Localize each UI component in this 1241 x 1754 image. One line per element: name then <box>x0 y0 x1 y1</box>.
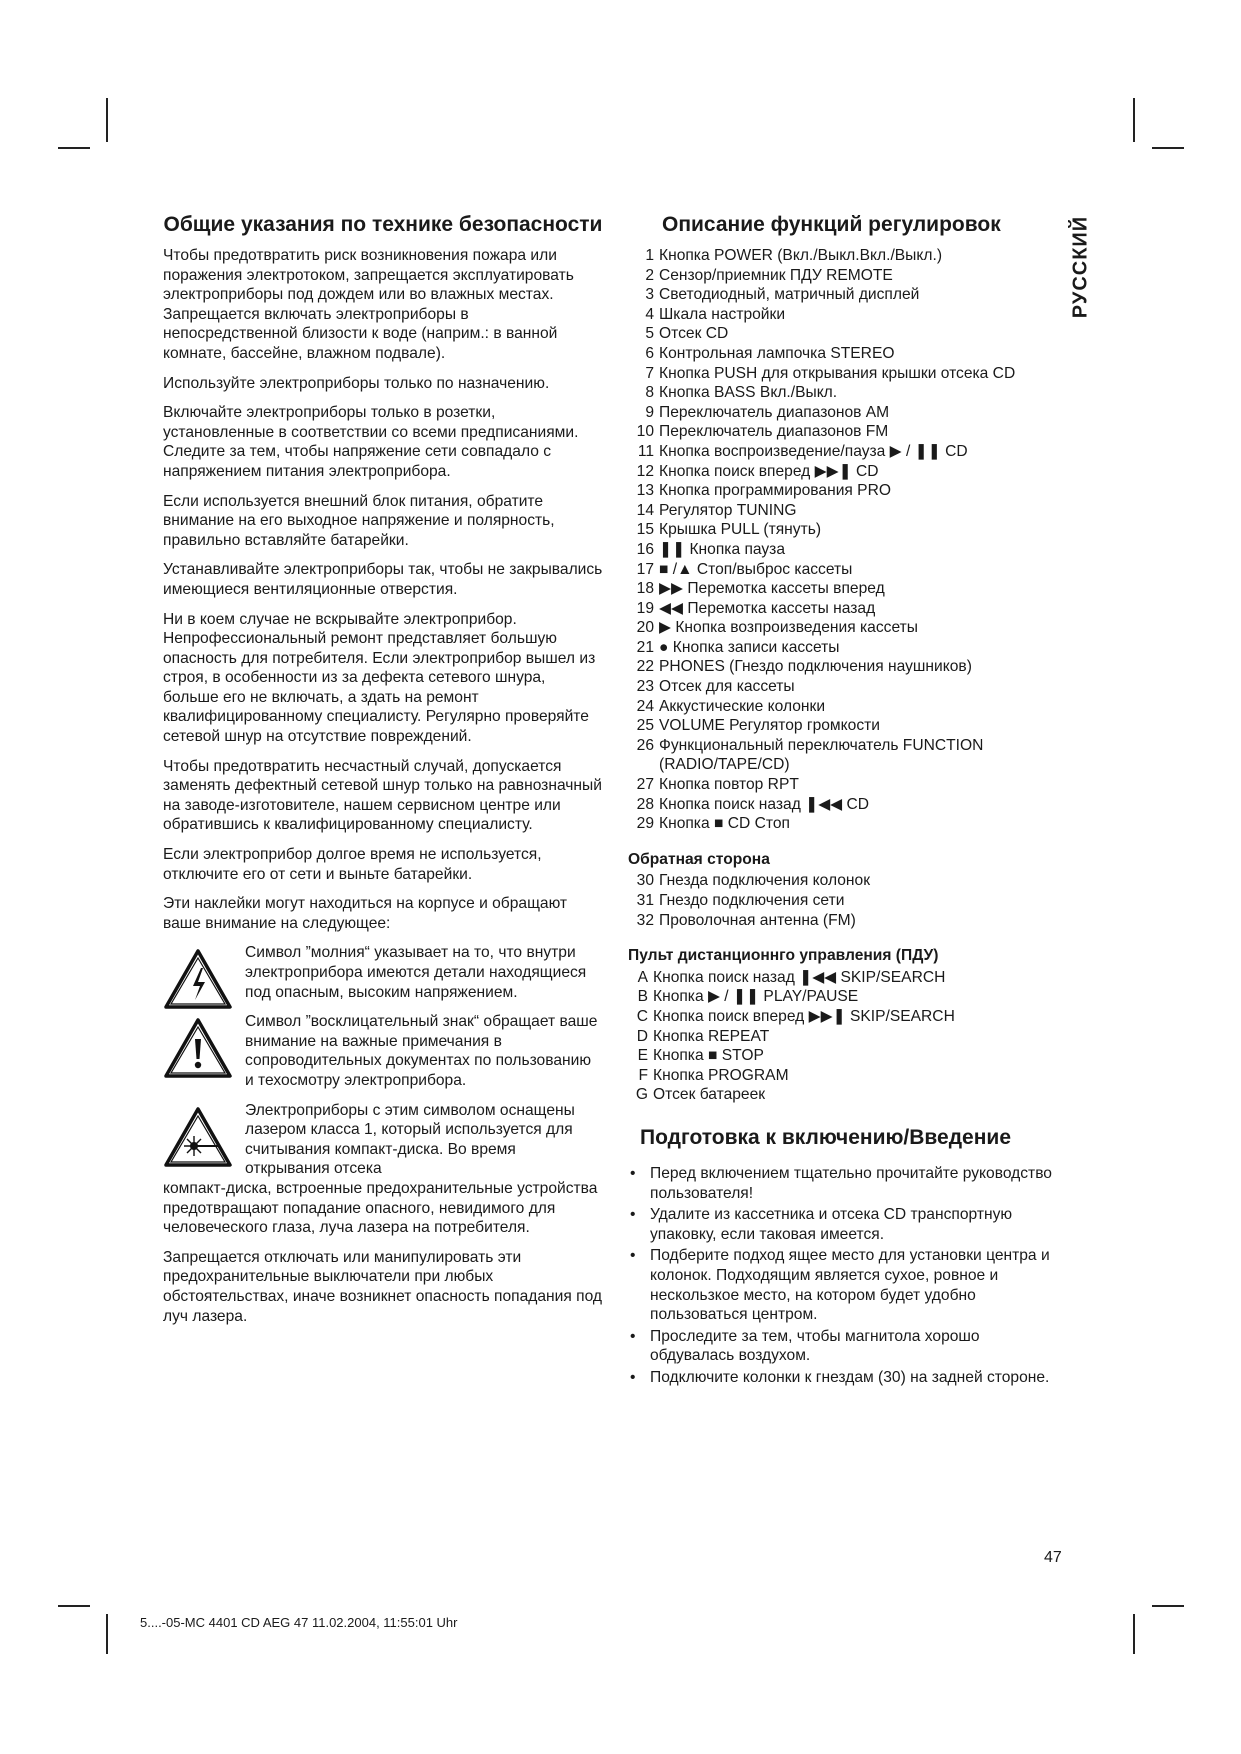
control-item: 12 Кнопка поиск вперед ▶▶❚ CD <box>636 462 879 480</box>
crop-mark <box>1133 98 1135 142</box>
print-footer: 5....-05-MC 4401 CD AEG 47 11.02.2004, 11:55:01 Uhr <box>140 1615 458 1630</box>
back-side-title: Обратная сторона <box>628 850 770 868</box>
crop-mark <box>1152 1605 1184 1607</box>
crop-mark <box>58 147 90 149</box>
control-item: 19 ◀◀ Перемотка кассеты назад <box>636 599 876 617</box>
preparation-item: • Перед включением тщательно прочитайте руководство пользователя! <box>628 1164 1068 1203</box>
remote-title: Пульт дистанционнго управления (ПДУ) <box>628 947 939 965</box>
safety-paragraph: Устанавливайте электроприборы так, чтобы не закрывались имеющиеся вентиляционные отверстия. <box>163 561 603 598</box>
preparation-list <box>628 1164 1068 1388</box>
safety-paragraph: Чтобы предотвратить несчастный случай, допускается заменять дефектный сетевой шнур только на равнозначный на заводе-изготовителе, нашем сервисном центре или обратившись к квалифицированному специалисту. <box>163 757 602 834</box>
safety-final-paragraph: Запрещается отключать или манипулировать эти предохранительные выключатели при любых обстоятельствах, иначе возникнет опасность попадания под луч лазера. <box>163 1248 602 1325</box>
symbol-lightning-text: Символ ”молния“ указывает на то, что внутри электроприбора имеются детали находящиеся под опасным, высоким напряжением. <box>245 944 587 1001</box>
control-item: 21 ● Кнопка записи кассеты <box>636 638 840 656</box>
control-item: 20 ▶ Кнопка возпроизведения кассеты <box>636 619 918 637</box>
laser-warning-icon <box>163 1106 233 1168</box>
preparation-item: • Подключите колонки к гнездам (30) на задней стороне. <box>628 1368 1068 1388</box>
preparation-item: • Подберите подход ящее место для установки центра и колонок. Подходящим является сухое, ровное и нескользкое место, на котором будет удобно пользоваться центром. <box>628 1246 1068 1324</box>
crop-mark <box>106 98 108 142</box>
control-item: 3 Светодиодный, матричный дисплей <box>645 286 920 304</box>
exclamation-warning-icon <box>163 1017 233 1079</box>
remote-item: D Кнопка REPEAT <box>636 1027 770 1045</box>
back-item: 32 Проволочная антенна (FM) <box>636 911 856 929</box>
symbol-exclamation-text: Символ ”восклицательный знак“ обращает ваше внимание на важные примечания в сопроводительных документах по пользованию и техосмотру электроприбора. <box>245 1013 598 1089</box>
symbol-laser-text: Электроприборы с этим символом оснащены лазером класса 1, который используется для считывания компакт-диска. Во время открывания отсека <box>245 1101 575 1178</box>
control-item: 23 Отсек для кассеты <box>636 678 795 696</box>
safety-paragraph: Если используется внешний блок питания, обратите внимание на его выходное напряжение и полярность, правильно вставляйте батарейки. <box>163 492 555 549</box>
symbol-laser-block <box>163 1101 603 1238</box>
control-item: 18 ▶▶ Перемотка кассеты вперед <box>636 580 885 598</box>
back-item: 30 Гнезда подключения колонок <box>636 872 871 890</box>
preparation-title: Подготовка к включению/Введение <box>640 1125 1012 1149</box>
back-side-list <box>628 871 1068 930</box>
symbol-lightning-block <box>163 943 603 1002</box>
language-tab <box>1066 212 1096 322</box>
back-item: 31 Гнездо подключения сети <box>636 892 845 909</box>
control-item: 2 Сензор/приемник ПДУ REMOTE <box>645 266 893 284</box>
preparation-item: • Проследите за тем, чтобы магнитола хорошо обдувалась воздухом. <box>628 1327 1068 1366</box>
control-item: 17 ■ /▲ Стоп/выброс кассеты <box>636 560 853 578</box>
control-item: 14 Регулятор TUNING <box>636 501 797 519</box>
controls-column <box>628 212 1068 1389</box>
control-item: 4 Шкала настройки <box>645 305 786 323</box>
control-item: 29 Кнопка ■ CD Стоп <box>636 815 790 833</box>
crop-mark <box>106 1614 108 1654</box>
remote-item: E Кнопка ■ STOP <box>637 1047 764 1065</box>
remote-list <box>628 968 1068 1105</box>
control-item: 6 Контрольная лампочка STEREO <box>645 344 895 362</box>
preparation-item: • Удалите из кассетника и отсека CD транспортную упаковку, если таковая имеется. <box>628 1205 1068 1244</box>
remote-item: A Кнопка поиск назад ❚◀◀ SKIP/SEARCH <box>637 968 946 986</box>
crop-mark <box>58 1605 90 1607</box>
remote-item: G Отсек батареек <box>635 1086 766 1104</box>
safety-title: Общие указания по технике безопасности <box>163 213 603 236</box>
control-item: 13 Кнопка программирования PRO <box>636 482 891 500</box>
crop-mark <box>1133 1614 1135 1654</box>
lightning-warning-icon <box>163 948 233 1010</box>
control-item: 16 ❚❚ Кнопка пауза <box>636 540 786 558</box>
control-item: 9 Переключатель диапазонов AM <box>645 403 890 421</box>
safety-paragraph: Включайте электроприборы только в розетки, установленные в соответствии со всеми предписаниями. Следите за тем, чтобы напряжение сети совпадало с напряжением питания электроприбора. <box>163 404 579 480</box>
safety-paragraph: Используйте электроприборы только по назначению. <box>163 374 550 392</box>
controls-title: Описание функций регулировок <box>662 213 1001 236</box>
control-item: 7 Кнопка PUSH для открывания крышки отсека CD <box>645 364 1016 382</box>
control-item: 15 Крышка PULL (тянуть) <box>636 521 822 539</box>
crop-mark <box>1152 147 1184 149</box>
remote-item: F Кнопка PROGRAM <box>638 1066 789 1084</box>
remote-item: B Кнопка ▶ / ❚❚ PLAY/PAUSE <box>637 988 859 1006</box>
symbol-exclamation-block <box>163 1012 603 1090</box>
control-item: 5 Отсек CD <box>645 325 729 343</box>
control-item: 8 Кнопка BASS Вкл./Выкл. <box>645 384 838 402</box>
page-number: 47 <box>1044 1549 1062 1566</box>
control-item: 22 PHONES (Гнездо подключения наушников) <box>636 658 972 676</box>
safety-paragraph: Ни в коем случае не вскрывайте электроприбор. Непрофессиональный ремонт представляет большую опасность для потребителя. Если электроприбор вышел из строя, в особенности из за дефекта сетевого шнура, больше его не включать, а здать на ремонт квалифицированному специалисту. Регулярно проверяйте сетевой шнур на отсутствие повреждений. <box>163 610 596 746</box>
control-item: 24 Аккустические колонки <box>636 697 826 715</box>
controls-list <box>628 246 1068 834</box>
safety-paragraph: Если электроприбор долгое время не используется, отключите его от сети и выньте батарейки. <box>163 846 542 883</box>
control-item: 26 Функциональный переключатель FUNCTION <box>636 736 984 754</box>
remote-item: C Кнопка поиск вперед ▶▶❚ SKIP/SEARCH <box>636 1007 955 1025</box>
control-item: 1 Кнопка POWER (Вкл./Выкл.Вкл./Выкл.) <box>645 247 943 264</box>
control-item: 27 Кнопка повтор RPT <box>636 776 799 794</box>
control-item: 28 Кнопка поиск назад ❚◀◀ CD <box>636 795 870 813</box>
language-label: РУССКИЙ <box>1069 215 1092 319</box>
symbol-laser-text-continued: компакт-диска, встроенные предохранительные устройства предотвращают попадание опасного, невидимого для человеческого глаза, луча лазера на потребителя. <box>163 1179 598 1237</box>
control-item: 10 Переключатель диапазонов FM <box>636 423 889 441</box>
safety-paragraph: Чтобы предотвратить риск возникновения пожара или поражения электротоком, запрещается эксплуатировать электроприборы под дождем или во влажных местах. Запрещается включать электроприборы в непосредственной близости к воде (наприм.: в ванной комнате, бассейне, влажном подвале). <box>163 247 574 362</box>
control-item: 25 VOLUME Регулятор громкости <box>636 717 880 735</box>
safety-paragraph: Эти наклейки могут находиться на корпусе и обращают ваше внимание на следующее: <box>163 895 568 932</box>
control-item-continuation: (RADIO/TAPE/CD) <box>659 756 790 774</box>
safety-column <box>163 212 603 1336</box>
control-item: 11 Кнопка воспроизведение/пауза ▶ / ❚❚ CD <box>637 442 968 460</box>
